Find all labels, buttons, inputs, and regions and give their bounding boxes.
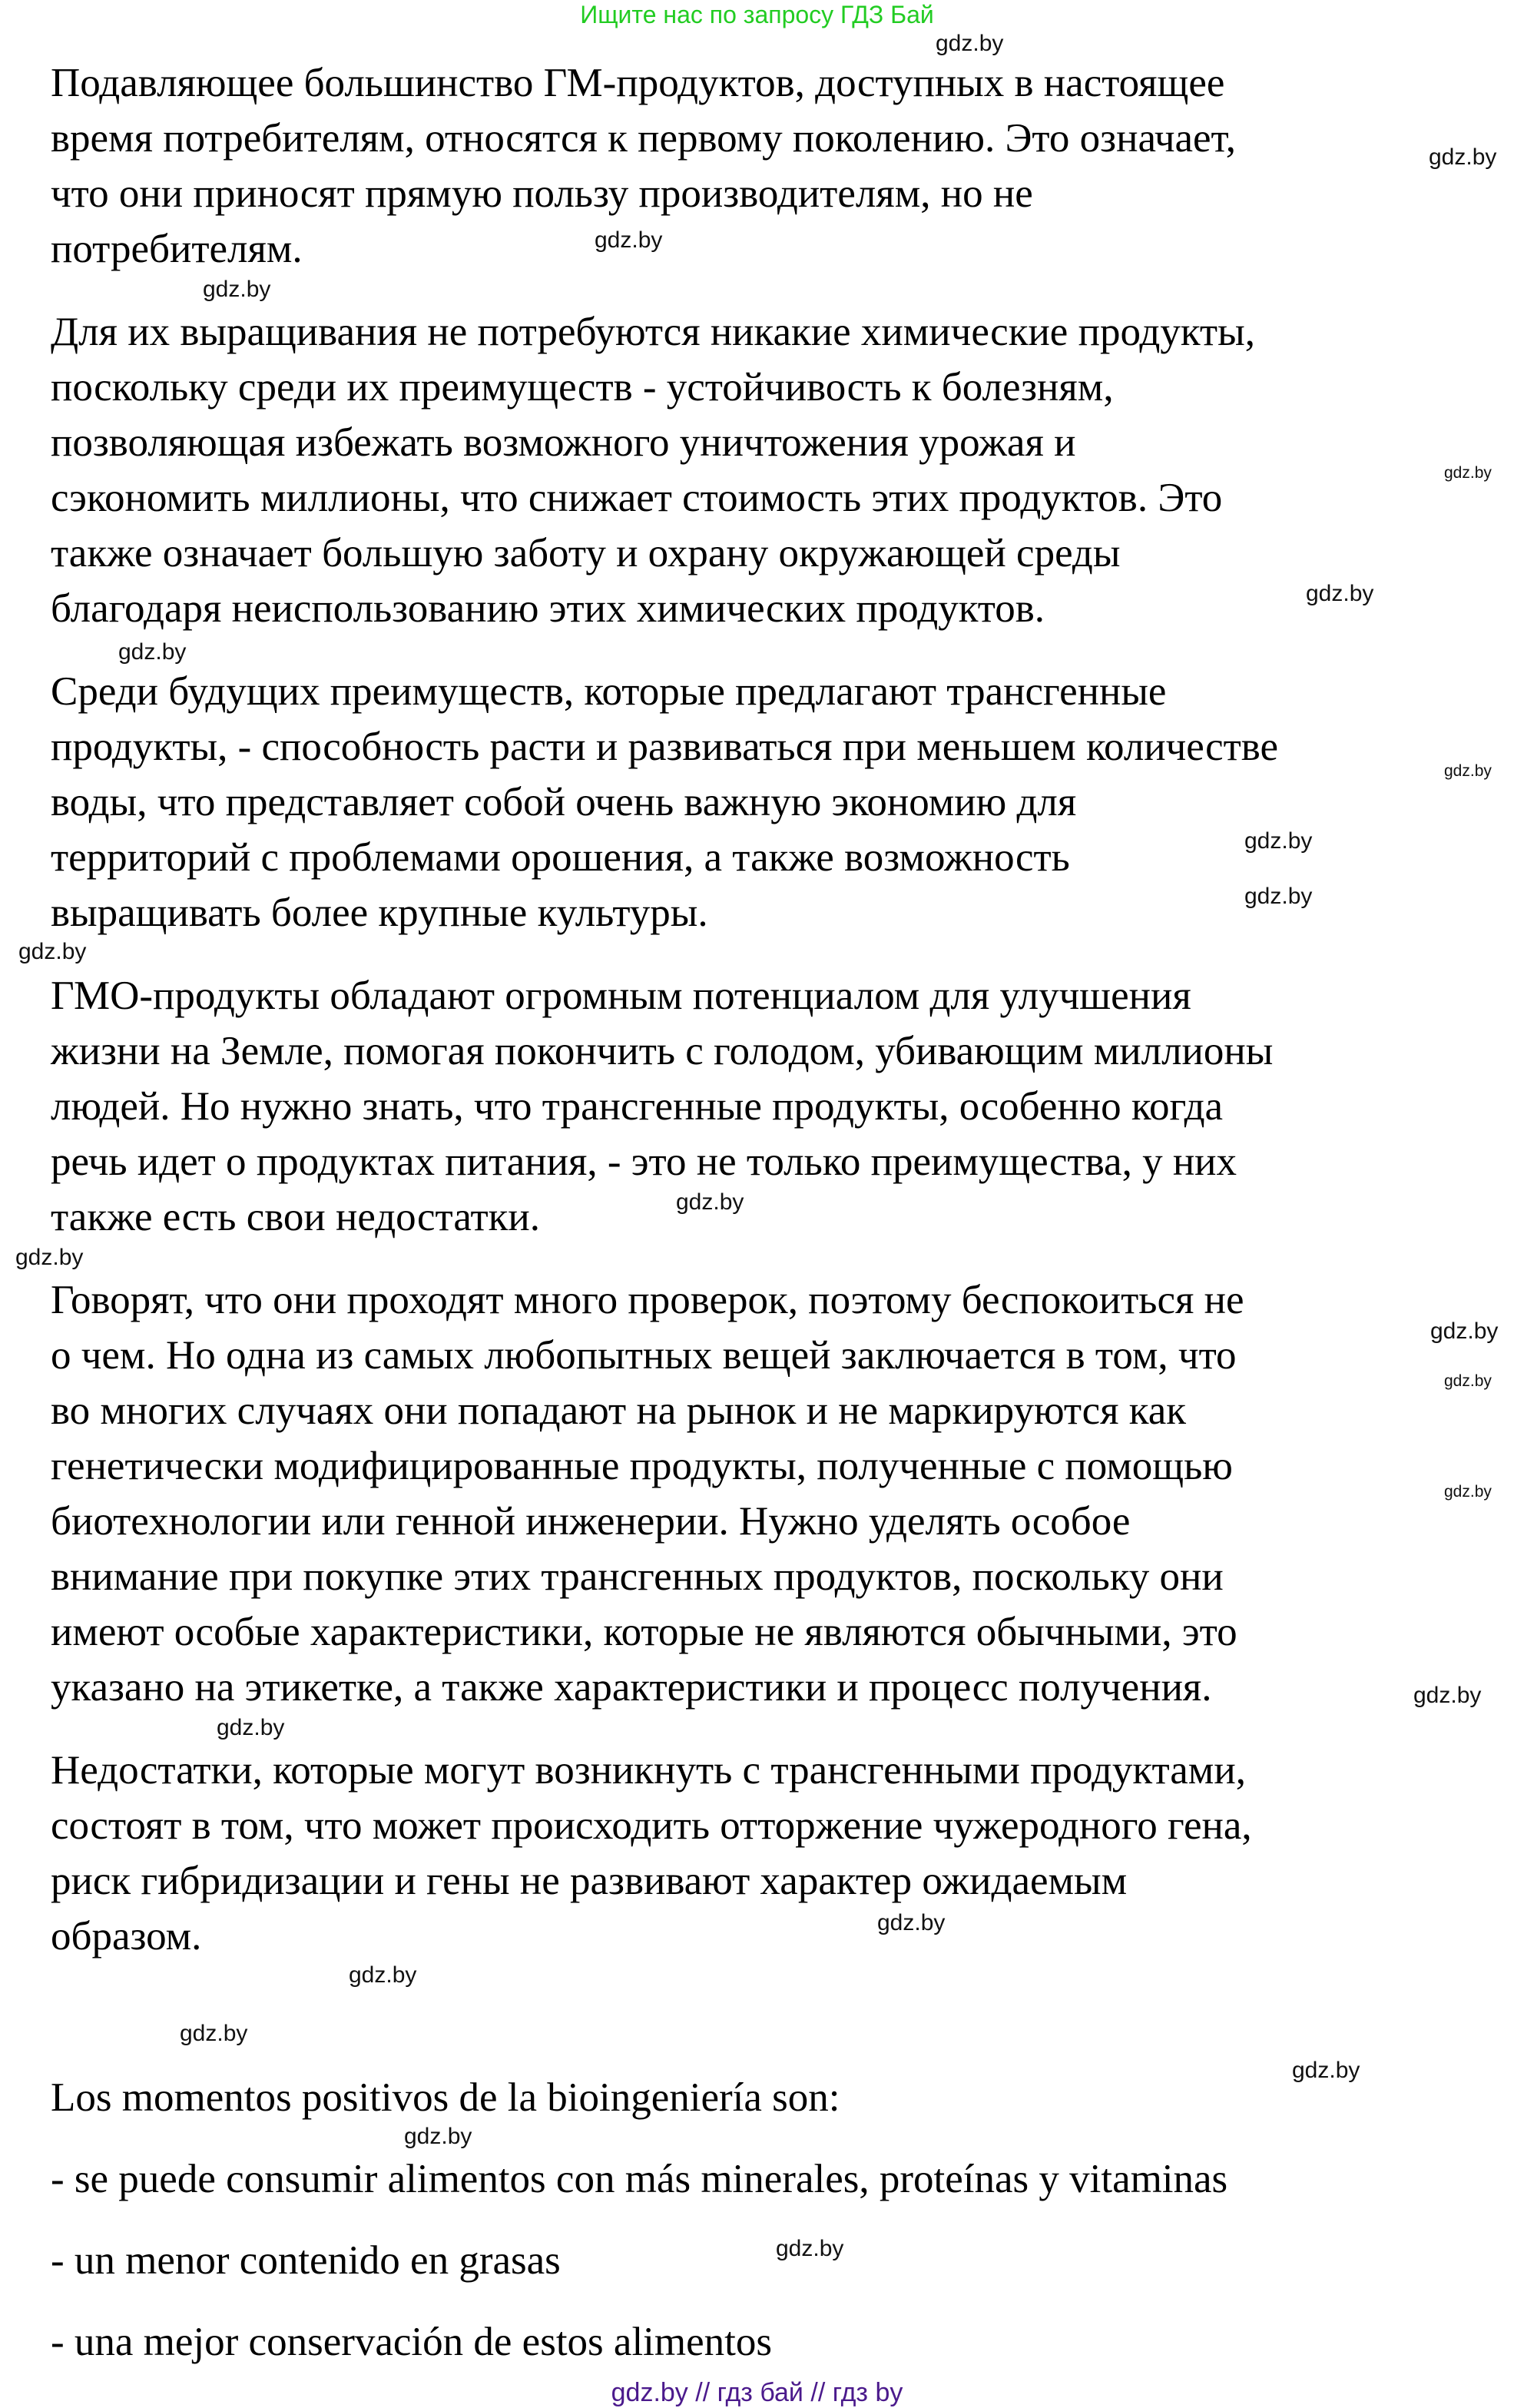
paragraph-4-line: ГМО-продукты обладают огромным потенциалом для улучшения [51,973,1191,1018]
paragraph-2-line: также означает большую заботу и охрану окружающей среды [51,531,1121,575]
watermark: gdz.by [595,227,663,253]
paragraph-2-line: позволяющая избежать возможного уничтожения урожая и [51,420,1076,465]
paragraph-6-line: Недостатки, которые могут возникнуть с трансгенными продуктами, [51,1748,1246,1793]
paragraph-1-line: потребителям. [51,227,303,271]
paragraph-5-line: о чем. Но одна из самых любопытных вещей заключается в том, что [51,1333,1237,1378]
watermark: gdz.by [1306,581,1374,606]
paragraph-6-line: риск гибридизации и гены не развивают характер ожидаемым [51,1859,1128,1903]
paragraph-4-line: людей. Но нужно знать, что трансгенные продукты, особенно когда [51,1084,1224,1129]
watermark: gdz.by [1444,762,1492,780]
watermark: gdz.by [676,1189,744,1215]
watermark: gdz.by [1244,884,1313,909]
watermark: gdz.by [877,1910,946,1935]
footer-links[interactable]: gdz.by // гдз бай // гдз by [611,2378,903,2407]
watermark: gdz.by [217,1715,285,1740]
paragraph-3-line: территорий с проблемами орошения, а также возможность [51,835,1070,880]
paragraph-6-line: образом. [51,1914,202,1959]
watermark: gdz.by [1429,144,1497,170]
paragraph-1-line: что они приносят прямую пользу производителям, но не [51,171,1033,216]
watermark: gdz.by [1444,464,1492,482]
watermark: gdz.by [1430,1318,1499,1344]
paragraph-5-line: Говорят, что они проходят много проверок, поэтому беспокоиться не [51,1278,1244,1322]
watermark: gdz.by [18,939,87,964]
paragraph-5-line: указано на этикетке, а также характеристики и процесс получения. [51,1665,1212,1710]
paragraph-10-line: - una mejor conservación de estos alimentos [51,2320,772,2364]
paragraph-2-line: Для их выращивания не потребуются никакие химические продукты, [51,310,1255,354]
watermark: gdz.by [349,1962,417,1988]
paragraph-4-line: речь идет о продуктах питания, - это не только преимущества, у них [51,1139,1237,1184]
paragraph-8-line: - se puede consumir alimentos con más minerales, proteínas y vitaminas [51,2157,1228,2201]
watermark: gdz.by [118,639,187,665]
watermark: gdz.by [1444,1372,1492,1390]
watermark: gdz.by [15,1245,84,1270]
promo-banner[interactable]: Ищите нас по запросу ГДЗ Бай [580,1,934,28]
paragraph-1-line: время потребителям, относятся к первому поколению. Это означает, [51,116,1236,161]
paragraph-9-line: - un menor contenido en grasas [51,2238,561,2283]
paragraph-7-line: Los momentos positivos de la bioingeniería son: [51,2075,840,2120]
paragraph-2-line: сэкономить миллионы, что снижает стоимость этих продуктов. Это [51,476,1223,520]
paragraph-5-line: имеют особые характеристики, которые не являются обычными, это [51,1610,1237,1654]
paragraph-3-line: выращивать более крупные культуры. [51,891,708,935]
watermark: gdz.by [1413,1683,1482,1708]
paragraph-1-line: Подавляющее большинство ГМ-продуктов, доступных в настоящее [51,61,1225,105]
paragraph-5-line: во многих случаях они попадают на рынок и не маркируются как [51,1388,1187,1433]
watermark: gdz.by [1244,828,1313,854]
paragraph-3-line: продукты, - способность расти и развиваться при меньшем количестве [51,725,1279,769]
paragraph-3-line: воды, что представляет собой очень важную экономию для [51,780,1077,824]
watermark: gdz.by [776,2236,844,2261]
paragraph-5-line: биотехнологии или генной инженерии. Нужно уделять особое [51,1499,1131,1544]
watermark: gdz.by [1292,2058,1360,2083]
watermark: gdz.by [180,2021,248,2046]
watermark: gdz.by [404,2124,472,2149]
watermark: gdz.by [936,31,1004,56]
paragraph-4-line: также есть свои недостатки. [51,1195,541,1239]
paragraph-4-line: жизни на Земле, помогая покончить с голодом, убивающим миллионы [51,1029,1274,1073]
paragraph-3-line: Среди будущих преимуществ, которые предлагают трансгенные [51,669,1167,714]
watermark: gdz.by [1444,1483,1492,1501]
paragraph-5-line: внимание при покупке этих трансгенных продуктов, поскольку они [51,1554,1224,1599]
paragraph-5-line: генетически модифицированные продукты, полученные с помощью [51,1444,1233,1488]
paragraph-6-line: состоят в том, что может происходить отторжение чужеродного гена, [51,1803,1252,1848]
watermark: gdz.by [203,277,271,302]
paragraph-2-line: благодаря неиспользованию этих химических продуктов. [51,586,1045,631]
paragraph-2-line: поскольку среди их преимуществ - устойчивость к болезням, [51,365,1114,410]
